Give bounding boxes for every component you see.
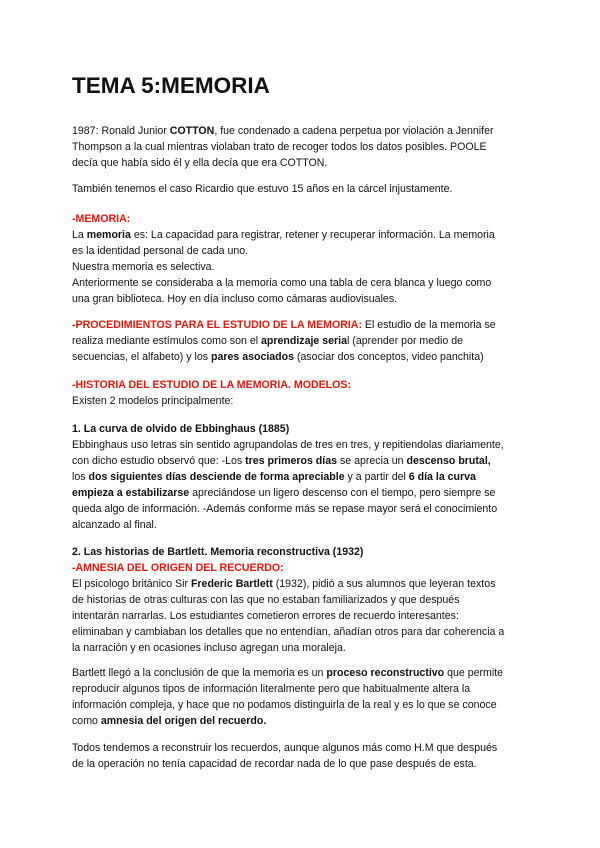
text-line: Bartlett llegó a la conclusión de que la memoria es un proceso reconstructivo que permite (72, 667, 504, 679)
text-line: alcanzado al final. (72, 519, 157, 531)
text-line: El psicologo británico Sir Frederic Bartlett (1932), pidió a sus alumnos que leyeran textos (72, 578, 496, 590)
text-line: decía que había sido él y ella decía que era COTTON. (72, 157, 328, 169)
text-line: intentarán narrarlas. Los estudiantes cometieron errores de recuerdo interesantes: (72, 610, 459, 622)
ebbinghaus-section (72, 421, 534, 533)
text-line: 1987: Ronald Junior COTTON, fue condenado a cadena perpetua por violación a Jennifer (72, 125, 494, 137)
text-line: La memoria es: La capacidad para registrar, retener y recuperar información. La memoria (72, 229, 495, 241)
section-heading: -HISTORIA DEL ESTUDIO DE LA MEMORIA. MODELOS: (72, 379, 351, 391)
text-line: información compleja, y hace que no podamos distinguirla de la real y es lo que se conoce (72, 699, 497, 711)
text-line: una gran biblioteca. Hoy en día incluso como cámaras audiovisuales. (72, 293, 398, 305)
text-line: es la identidad personal de cada uno. (72, 245, 249, 257)
text-line: de historias de otras culturas con las que no estaban familiarizados y que después (72, 594, 460, 606)
text-line: También tenemos el caso Ricardio que estuvo 15 años en la cárcel injustamente. (72, 183, 453, 195)
section-heading: -PROCEDIMIENTOS PARA EL ESTUDIO DE LA MEMORIA: (72, 319, 362, 331)
bartlett-conclusion (72, 665, 534, 729)
text-line: secuencias, el alfabeto) y los pares asociados (asociar dos conceptos, video panchita) (72, 351, 484, 363)
historia-section (72, 377, 534, 409)
page-title: TEMA 5:MEMORIA (72, 73, 270, 98)
procedimientos-section (72, 317, 534, 365)
text-line: de la operación no tenía capacidad de recordar nada de lo que pase después de esta. (72, 758, 477, 770)
text-line: Todos tendemos a reconstruir los recuerdos, aunque algunos más como H.M que después (72, 742, 498, 754)
subsection-heading: 2. Las historias de Bartlett. Memoria reconstructiva (1932) (72, 546, 364, 558)
text-line: realiza mediante estímulos como son el aprendizaje serial (aprender por medio de (72, 335, 464, 347)
text-line: Thompson a la cual mientras violaban trato de recoger todos los datos posibles. POOLE (72, 141, 487, 153)
closing-paragraph (72, 740, 534, 772)
text-line: empieza a estabilizarse apreciándose un ligero descenso con el tiempo, pero siempre se (72, 487, 496, 499)
subsection-heading: 1. La curva de olvido de Ebbinghaus (1885) (72, 423, 290, 435)
text-line: Ebbinghaus uso letras sin sentido agrupandolas de tres en tres, y repitiendolas diariamente, (72, 439, 504, 451)
memoria-section (72, 211, 534, 307)
text-line: los dos siguientes días desciende de forma apreciable y a partir del 6 día la curva (72, 471, 476, 483)
text-line: eliminaban y cambiaban los detalles que no entendían, añadían otros para dar coherencia a (72, 626, 505, 638)
ricardio-paragraph (72, 181, 534, 197)
intro-paragraph (72, 123, 534, 171)
text-line: Anteriormente se consideraba a la memoria como una tabla de cera blanca y luego como (72, 277, 492, 289)
text-line: -PROCEDIMIENTOS PARA EL ESTUDIO DE LA MEMORIA: El estudio de la memoria se (72, 319, 496, 331)
section-heading: -MEMORIA: (72, 213, 131, 225)
section-heading: -AMNESIA DEL ORIGEN DEL RECUERDO: (72, 562, 284, 574)
text-line: reproducir algunos tipos de información literalmente pero que habitualmente altera la (72, 683, 471, 695)
text-line: con dicho estudio observó que: -Los tres primeros días se aprecia un descenso brutal, (72, 455, 491, 467)
text-line: Nuestra memoria es selectiva. (72, 261, 215, 273)
text-line: queda algo de información. -Además conforme más se repase mayor será el conocimiento (72, 503, 498, 515)
bartlett-section (72, 544, 534, 656)
text-line: Existen 2 modelos principalmente: (72, 395, 234, 407)
text-line: la narración y en ocasiones incluso agregan una moraleja. (72, 642, 346, 654)
text-line: como amnesia del origen del recuerdo. (72, 715, 267, 727)
